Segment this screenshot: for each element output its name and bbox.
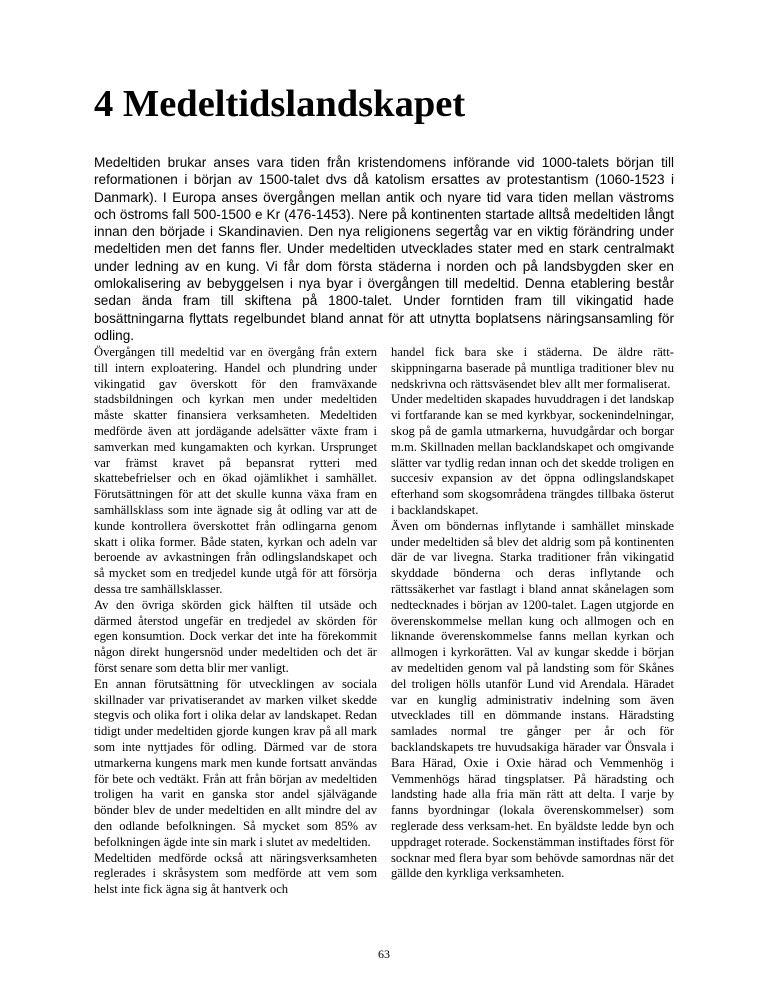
right-column	[391, 345, 674, 882]
body-paragraph: Övergången till medeltid var en övergång från extern till intern exploatering. Handel och plundring under vikingatid gav överskott för den framväxande stadsbildningen och kyrkan men under medeltiden måste skatter finansiera verksamheten. Medeltiden medförde även att jordägande adelsätter växte fram i samverkan med kungamakten och kyrkan. Ursprunget var främst kravet på bepansrat rytteri med skattebefrielser och en ökad ojämlikhet i samhället. Förutsättningen för att det skulle kunna växa fram en samhällsklass som inte ägnade sig åt odling var att de kunde kontrollera överskottet från odlingarna genom skatt i olika former. Både staten, kyrkan och adeln var beroende av avkastningen från odlingslandskapet och så mycket som en tredjedel kunde utgå för att försörja dessa tre samhällsklasser.	[94, 345, 377, 596]
body-paragraph: Även om böndernas inflytande i samhället minskade under medeltiden så blev det aldrig som på kontinenten där de var livegna. Starka traditioner från vikingatid skyddade bönderna och deras inflytande och rättssäkerhet var fastlagt i bland annat skånelagen som nedtecknades i början av 1200-talet. Lagen utgjorde en överenskommelse mellan kung och allmogen och en liknande överenskommelse fanns mellan kyrkan och allmogen i kyrkorätten. Val av kungar skedde i början av medeltiden genom val på landsting som för Skånes del troligen hölls utanför Lund vid Arendala. Häradet var en kunglig administrativ indelning som även utvecklades till en dömmande instans. Häradsting samlades normal tre gånger per år och för backlandskapets tre huvudsakiga härader var Önsvala i Bara Härad, Oxie i Oxie härad och Vemmenhög i Vemmenhögs härad tingsplatser. På häradsting och landsting hade alla fria män rätt att delta. I varje by fanns byordningar (lokala överenskommelser) som reglerade dess verksam-het. En byäldste ledde byn och uppdraget roterade. Sockenstämman instiftades först för socknar med flera byar som behövde samordnas när det gällde den kyrkliga verksamheten.	[391, 518, 674, 881]
body-paragraph: Medeltiden medförde också att näringsverksamheten reglerades i skråsystem som medförde att vem som helst inte fick ägna sig åt hantverk och	[94, 850, 377, 897]
body-paragraph: En annan förutsättning för utvecklingen av sociala skillnader var privatiserandet av marken vilket skedde stegvis och olika fort i olika delar av landskapet. Redan tidigt under medeltiden gjorde kungen krav på all mark som inte nyttjades för odling. Därmed var de stora utmarkerna kungens mark men kunde fortsatt användas för bete och vedtäkt. Från att från början av medeltiden troligen ha varit en ganska stor andel självägande bönder blev de under medeltiden en allt mindre del av den odlande befolkningen. Så mycket som 85% av befolkningen ägde inte sin mark i slutet av medeltiden.	[94, 676, 377, 849]
body-paragraph: Av den övriga skörden gick hälften til utsäde och därmed återstod ungefär en tredjedel av skörden för egen konsumtion. Dock verkar det inte ha förekommit någon direkt hungersnöd under medeltiden och det är först senare som detta blir mer vanligt.	[94, 597, 377, 675]
left-column	[94, 345, 377, 898]
page-number: 63	[378, 947, 390, 961]
intro-paragraph: Medeltiden brukar anses vara tiden från kristendomens införande vid 1000-talets början till reformationen i början av 1500-talet dvs då katolism ersattes av protestantism (1060-1523 i Danmark). I Europa anses övergången mellan antik och nyare tid vara tiden mellan västroms och östroms fall 500-1500 e Kr (476-1453). Nere på kontinenten startade alltså medeltiden långt innan den började i Skandinavien. Den nya religionens segertåg var en viktig förändring under medeltiden men det fanns fler. Under medeltiden utvecklades stater med en stark centralmakt under ledning av en kung. Vi får dom första städerna i norden och på landsbygden sker en omlokalisering av bebyggelsen i nya byar i övergången till medeltid. Denna etablering består sedan ända fram till skiftena på 1800-talet. Under forntiden fram till vikingatid hade bosättningarna flyttats regelbundet bland annat för att utnytta boplatsens näringsansamling för odling.	[94, 155, 674, 343]
body-paragraph: Under medeltiden skapades huvuddragen i det landskap vi fortfarande kan se med kyrkbyar, sockenindelningar, skog på de gamla utmarkerna, huvudgårdar och borgar m.m. Skillnaden mellan backlandskapet och omgivande slätter var tydlig redan innan och det skedde troligen en succesiv expansion av det öppna odlingslandskapet efterhand som skogsområdena trängdes tillbaka österut i backlandskapet.	[391, 392, 674, 517]
body-paragraph: handel fick bara ske i städerna. De äldre rättskippningarna baserade på muntliga traditioner blev nu nedskrivna och rättsväsendet blev allt mer formaliserat.	[391, 345, 674, 391]
chapter-heading: 4 Medeltidslandskapet	[94, 83, 466, 125]
